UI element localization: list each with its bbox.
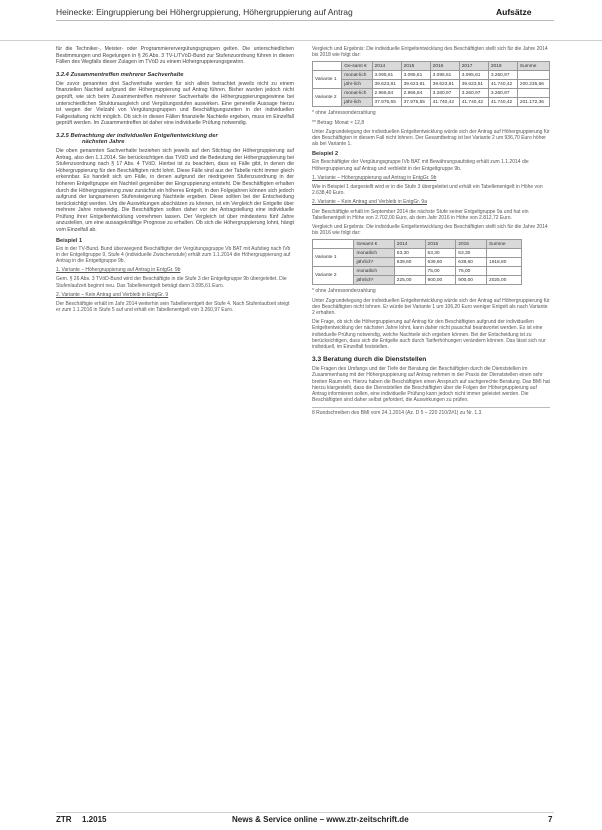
table2-sub-cell: jährlich*	[354, 258, 394, 267]
table1-cell: 41.740,42	[459, 98, 488, 107]
table1-cell: 2.966,84	[401, 89, 430, 98]
table2-cell: 900,00	[425, 276, 456, 285]
table2-cell: 53,30	[425, 249, 456, 258]
section-33-text: Die Fragen des Umfangs und der Tiefe der Beratung der Beschäftigten durch die Dienststellen im Zusammenhang mit der Höhergruppierung auf Antrag nehmen in der Praxis der Dienststellen einen sehr breiten Raum ein. Hierzu haben die Beschäftigten einen Anspruch auf sachgerechte Beratung. Das BMI hat hierzu klargestellt, dass die Dienststellen die Beschäftigten über die Folgen der Höhergruppierung auf Antrag informieren sollen, eine individuelle Prüfung kann jedoch nicht immer geleistet werden. Die Beschäftigten sind daher selbst gefordert, die Auswirkungen zu prüfen.	[312, 366, 550, 404]
table2-header-cell: Summe	[487, 240, 522, 249]
example1-variant1-heading: 1. Variante – Höhergruppierung auf Antrag in EntgGr. 9b	[56, 267, 181, 274]
section-33-heading: 3.3 Beratung durch die Dienststellen	[312, 356, 427, 364]
table1-sub-cell: monat-lich	[342, 89, 372, 98]
table1-cell: 41.740,42	[488, 98, 517, 107]
table1-cell: 3.260,97	[488, 89, 517, 98]
page-footer	[0, 812, 602, 830]
table2-cell: 225,00	[394, 276, 425, 285]
paragraph-after-table1: Unter Zugrundelegung der individuellen Entgeltentwicklung würde sich der Antrag auf Höhergruppierung für den Beschäftigten in diesem Fall nicht lohnen. Der Gesamtbetrag ist bei Variante 2 um 936,70 Euro höher als bei Variante 1.	[312, 128, 550, 148]
table2-cell: 53,30	[394, 249, 425, 258]
summary-paragraph: Die Frage, ob sich die Höhergruppierung auf Antrag für den Beschäftigten aufgrund der individuellen Entgeltentwicklung der nächsten Jahre lohnt, kann daher nicht pauschal beantwortet werden. Es ist eine individuelle Prüfung notwendig, welche Nachteile sich ergeben können. Bei der Entscheidung ist zu berücksichtigen, dass sich die Entgelte auch durch Tariferhöhungen verändern können. Das lässt sich nur individuell, im Einzelfall feststellen.	[312, 319, 546, 351]
table1-cell	[517, 71, 549, 80]
table2-header-row	[313, 240, 522, 249]
section-label: Aufsätze	[496, 7, 532, 17]
table2-cell	[487, 249, 522, 258]
table2-cell: 53,30	[456, 249, 487, 258]
page-header	[0, 0, 602, 41]
paragraph-after-table2: Unter Zugrundelegung der individuellen Entgeltentwicklung würde sich der Antrag auf Höhergruppierung für den Beschäftigten nicht lohnen. Er würde bei Variante 1 um 106,20 Euro weniger Entgelt als nach Variante 2 erhalten.	[312, 297, 550, 317]
table1-cell: 201.172,36	[517, 98, 549, 107]
table1-note-1: * ohne Jahressonderzahlung	[312, 110, 376, 117]
table1-cell: 37.975,55	[401, 98, 430, 107]
table1-sub-cell: monat-lich	[342, 71, 372, 80]
table2-sub-cell: jährlich*	[354, 276, 394, 285]
table2-cell: 1918,80	[487, 258, 522, 267]
table1-group-cell: Variante 2	[313, 89, 342, 107]
left-intro: für die Techniker-, Meister- oder Programmierervergütungsgruppen gelten. Die unterschiedlichen Bestimmungen und Regelungen in § 26 Abs. 3 TV-L/TVöD-Bund zur Stufenzuordnung führen in diesen Fällen des Wegfalls dieser Zulagen im TVöD zu einem Höhergruppierungsgewinn.	[56, 46, 294, 66]
table1-cell	[517, 89, 549, 98]
table2-header-cell: 2014	[394, 240, 425, 249]
table-row	[313, 89, 550, 98]
example2-variant1-heading: 1. Variante – Höhergruppierung auf Antrag in EntgGr. 9b	[312, 174, 437, 181]
example2-variant2-heading: 2. Variante – Kein Antrag und Verbleib in EntgGr. 9a	[312, 199, 427, 206]
heading-325-line1: 3.2.5 Betrachtung der individuellen Entgeltentwicklung der	[56, 132, 218, 139]
example1-variant1-text: Gem. § 26 Abs. 3 TVöD-Bund wird der Beschäftigte in die Stufe 3 der Entgeltgruppe 9b übergeleitet. Die Stufenlaufzeit beginnt neu. Das Tabellenentgelt beträgt dann 3.095,61 Euro.	[56, 276, 287, 289]
running-title: Heinecke: Eingruppierung bei Höhergruppierung, Höhergruppierung auf Antrag	[56, 7, 353, 17]
example2-variant1-text: Wie in Beispiel 1 dargestellt wird er in die Stufe 3 übergeleitet und erhält ein Tabellenentgelt in Höhe von 2.638,40 Euro.	[312, 184, 543, 197]
table1-cell: 37.975,55	[372, 98, 401, 107]
table1-group-cell: Variante 1	[313, 71, 342, 89]
heading-325-line2: nächsten Jahre	[82, 138, 125, 145]
table2-sub-cell: monatlich	[354, 267, 394, 276]
table1-header-cell: 2018	[488, 62, 517, 71]
table2-group-cell: Variante 2	[313, 267, 354, 285]
table1-header-cell: Summe	[517, 62, 549, 71]
table1-sub-cell: jähr-lich	[342, 80, 372, 89]
table1-header-cell: 2015	[401, 62, 430, 71]
table2-cell	[394, 267, 425, 276]
page-number: 7	[548, 815, 553, 824]
table1-cell: 2.966,84	[372, 89, 401, 98]
right-intro: Vergleich und Ergebnis: Die individuelle Entgeltentwicklung des Beschäftigten stellt sich für die Jahre 2014 bis 2018 wie folgt dar:	[312, 46, 548, 59]
table-row	[313, 249, 522, 258]
comparison-table-2	[312, 239, 522, 285]
table2-cell: 639,60	[394, 258, 425, 267]
table1-cell: 3.260,97	[459, 89, 488, 98]
table2-cell: 900,00	[456, 276, 487, 285]
paragraph-324: Die zuvor genannten drei Sachverhalte werden für sich allein betrachtet jeweils nicht zu einem finanziellen Nachteil aufgrund der Höhergruppierung auf Antrag führen. Bisher wurden jedoch nicht geprüft, wie sich beim Zusammentreffen mehrerer Sachverhalte die Höhergruppierungsgewinne bei unterschiedlichen Strukturausgleich und Vergütungsstufen auswirken. Eine generelle Aussage hierzu ist wegen der Vielzahl von Vergütungsgruppen und Beschäftigungszeiten in der individuellen Fallgestaltung nicht möglich. Ob sich in diesen Fällen finanzielle Nachteile ergeben, muss im Einzelfall geprüft werden. Im Zusammentreffen ist daher eine individuelle Prüfung notwendig.	[56, 80, 294, 127]
heading-325	[56, 133, 294, 145]
table-row	[313, 98, 550, 107]
table1-note-2: ** Betrag: Monat × 12,8	[312, 119, 365, 126]
header-rule	[56, 20, 554, 21]
table2-group-cell: Variante 1	[313, 249, 354, 267]
heading-324: 3.2.4 Zusammentreffen mehrerer Sachverhalte	[56, 71, 184, 78]
table1-cell: 3.260,97	[488, 71, 517, 80]
paragraph-325: Die oben genannten Sachverhalte beziehen sich jeweils auf den Stichtag der Höhergruppierung auf Antrag, also den 1.1.2014. Sie berücksichtigen das TVöD und die Bedeutung der Höhergruppierung bei Stufenzuordnung nach § 17 Abs. 4 TVöD. Hierbei ist zu beachten, dass es Fälle gibt, in denen die Höhergruppierung für den Beschäftigten nicht lohnt. Diese Fälle sind aus der Tabelle nicht immer gleich erkennbar. Es handelt sich um Fälle, in denen aufgrund der niedrigeren Stufenzuordnung in der höheren Entgeltgruppe ein Nachteil gegenüber der Eingruppierung entsteht. Die Beschäftigten erhalten durch die Höhergruppierung zwar zunächst ein höheres Entgelt, in den Folgejahren können sich jedoch aufgrund der langsameren Stufensteigerung Nachteile ergeben. Diese sollten bei der Entscheidung berücksichtigt werden. Um die Auswirkungen abschätzen zu können, ist ein Vergleich der Entgelte über mehrere Jahre notwendig. Die Beschäftigten sollten daher vor der Antragstellung eine individuelle Prüfung ihrer Entgeltentwicklung vornehmen lassen. Der Vergleich ist über mindestens fünf Jahre anzustellen, um eine aussagekräftige Prognose zu erhalten. Ob sich die Höhergruppierung lohnt, hängt vom Einzelfall ab.	[56, 147, 294, 234]
table1-cell: 200.235,66	[517, 80, 549, 89]
table1-header-row	[313, 62, 550, 71]
example2-variant2-text: Der Beschäftigte erhält im September 2014 die nächste Stufe seiner Entgeltgruppe 9a und hat ein Tabellenentgelt in Höhe von 2.702,00 Euro, ab dem Jahr 2016 in Höhe von 2.812,72 Euro.	[312, 208, 529, 221]
table1-cell: 39.623,81	[372, 80, 401, 89]
table1-sub-cell: jähr-lich	[342, 98, 372, 107]
table1-header-cell: Ge-samt €	[342, 62, 372, 71]
table-row	[313, 80, 550, 89]
table2-header-cell: 2016	[456, 240, 487, 249]
table2-cell: 2025,00	[487, 276, 522, 285]
table1-cell: 41.740,42	[488, 80, 517, 89]
footer-rule	[56, 812, 554, 813]
table1-header-cell: 2014	[372, 62, 401, 71]
table1-cell: 39.623,81	[459, 80, 488, 89]
example1-heading: Beispiel 1	[56, 237, 83, 244]
table1-cell: 3.095,61	[401, 71, 430, 80]
example2-heading: Beispiel 2	[312, 151, 339, 158]
example2-text: Ein Beschäftigter der Vergütungsgruppe IVb BAT mit Bewährungsaufstieg erhält zum 1.1.2014 die Höhergruppierung auf Antrag und verbleibt in der Entgeltgruppe 9b.	[312, 159, 529, 172]
comparison-table-1	[312, 61, 550, 107]
example2-result-intro: Vergleich und Ergebnis: Die individuelle Entgeltentwicklung des Beschäftigten stellt sich für die Jahre 2014 bis 2016 wie folgt dar:	[312, 224, 548, 237]
journal-name: ZTR	[56, 815, 72, 824]
table1-cell: 3.095,61	[372, 71, 401, 80]
table2-cell: 639,60	[456, 258, 487, 267]
table2-cell: 75,00	[456, 267, 487, 276]
table1-cell: 3.095,61	[430, 71, 459, 80]
left-column	[56, 46, 294, 316]
table2-cell: 639,60	[425, 258, 456, 267]
table1-corner	[313, 62, 342, 71]
table1-header-cell: 2016	[430, 62, 459, 71]
example1-variant2-text: Der Beschäftigte erhält im Jahr 2014 weiterhin sein Tabellenentgelt der Stufe 4. Nach Stufenlaufzeit steigt er zum 1.1.2016 in Stufe 5 auf und erhält ein Tabellenentgelt von 3.260,97 Euro.	[56, 301, 290, 314]
table1-cell: 41.740,42	[430, 98, 459, 107]
table2-cell: 75,00	[425, 267, 456, 276]
example1-variant2-heading: 2. Variante – Kein Antrag und Verbleib in EntgGr. 9	[56, 291, 169, 298]
table2-header-cell: Gesamt €	[354, 240, 394, 249]
issue-number: 1.2015	[82, 815, 107, 824]
table1-header-cell: 2017	[459, 62, 488, 71]
table-row	[313, 71, 550, 80]
footer-website: News & Service online – www.ztr-zeitschrift.de	[232, 815, 409, 824]
table1-cell: 3.095,61	[459, 71, 488, 80]
table2-sub-cell: monatlich	[354, 249, 394, 258]
table2-cell	[487, 267, 522, 276]
table2-header-cell: 2015	[425, 240, 456, 249]
table2-corner	[313, 240, 354, 249]
example1-text: Ein in der TV-Bund. Bund überwiegend Beschäftigter der Vergütungsgruppe Vb BAT mit Aufstieg nach IVb in der Entgeltgruppe 9, Stufe 4 (individuelle Zwischenstufe) erhält zum 1.1.2014 die Höhergruppierung auf Antrag in die Entgeltgruppe 9b.	[56, 245, 291, 265]
table1-cell: 39.623,81	[430, 80, 459, 89]
table2-note: * ohne Jahressonderzahlung	[312, 288, 376, 295]
table-row	[313, 267, 522, 276]
right-column	[312, 46, 550, 419]
footnote: 8 Rundschreiben des BMI vom 24.1.2014 (Az. D 5 – 220 210/2#1) zu Nr. 1.3.	[312, 407, 550, 416]
table1-cell: 39.623,81	[401, 80, 430, 89]
table1-cell: 3.260,97	[430, 89, 459, 98]
